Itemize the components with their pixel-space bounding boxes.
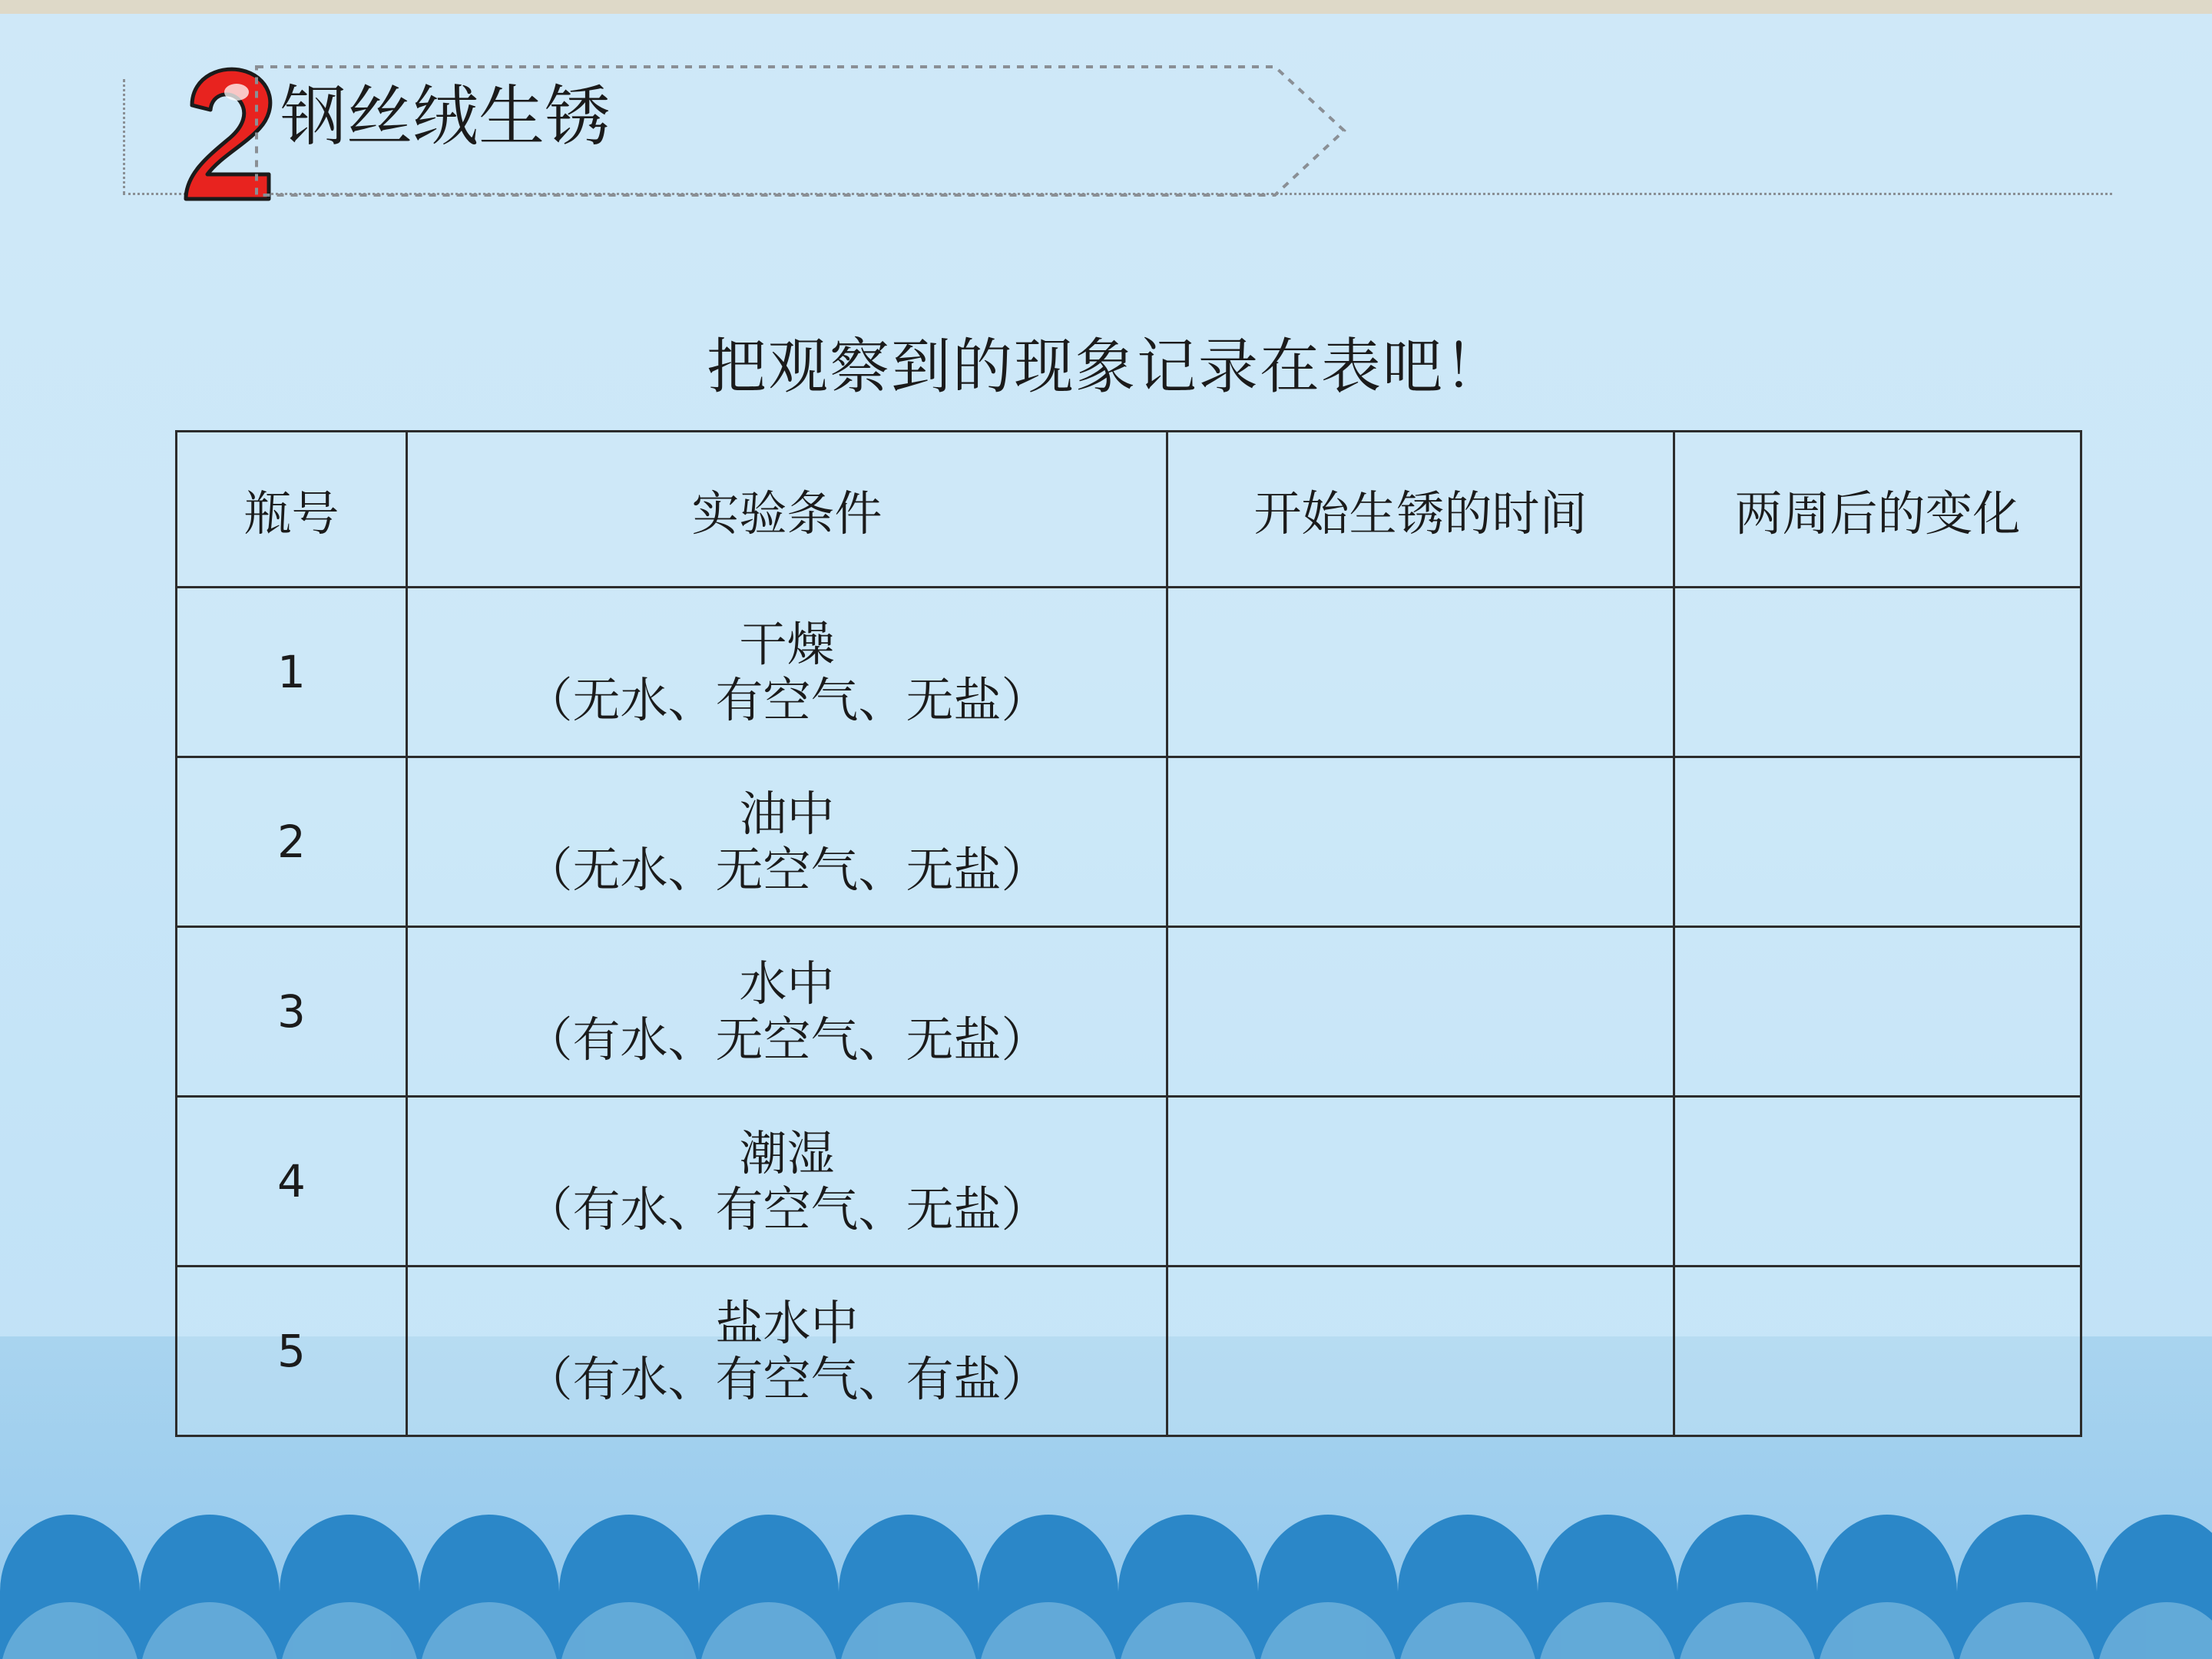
arch-shape [1957,1602,2097,1659]
column-header-start-time: 开始生锈的时间 [1167,432,1674,588]
condition-sub: （有水、有空气、无盐） [525,1181,1049,1237]
arch-shape [1118,1602,1258,1659]
cell-condition [407,757,1167,927]
cell-after-two-weeks[interactable] [1674,757,2081,927]
arch-shape [1258,1602,1398,1659]
cell-condition [407,1097,1167,1267]
cell-bottle-no: 5 [177,1267,407,1436]
column-header-condition: 实验条件 [407,432,1167,588]
condition-sub: （无水、无空气、无盐） [525,842,1049,898]
column-header-after-two-weeks: 两周后的变化 [1674,432,2081,588]
arch-shape [1398,1602,1538,1659]
condition-main: 潮湿 [739,1124,835,1181]
table-row [177,757,2081,927]
condition-sub: （有水、无空气、无盐） [525,1012,1049,1068]
condition-sub: （有水、有空气、有盐） [525,1351,1049,1407]
table-body [177,588,2081,1436]
condition-main: 干燥 [739,615,835,672]
slide-header [115,42,2112,204]
cell-start-time[interactable] [1167,757,1674,927]
cell-condition [407,927,1167,1097]
record-table-container [175,430,2080,1437]
arch-shape [1538,1602,1677,1659]
condition-main: 油中 [739,785,835,842]
record-table [175,430,2082,1437]
cell-start-time[interactable] [1167,927,1674,1097]
arch-shape [140,1602,280,1659]
arch-shape [559,1602,699,1659]
column-header-bottle-no: 瓶号 [177,432,407,588]
cell-after-two-weeks[interactable] [1674,927,2081,1097]
table-row [177,1267,2081,1436]
table-row [177,588,2081,757]
table-row [177,1097,2081,1267]
arch-shape [839,1602,979,1659]
arch-shape [0,1602,140,1659]
cell-after-two-weeks[interactable] [1674,1097,2081,1267]
table-header-row [177,432,2081,588]
cell-condition [407,588,1167,757]
header-vertical-dotted-rule [123,79,125,194]
arch-shape [979,1602,1118,1659]
arch-shape [2097,1602,2212,1659]
cell-start-time[interactable] [1167,588,1674,757]
arch-shape [1677,1602,1817,1659]
arch-shape [699,1602,839,1659]
section-title: 钢丝绒生锈 [280,78,611,155]
cell-condition [407,1267,1167,1436]
arch-shape [419,1602,559,1659]
cell-bottle-no: 4 [177,1097,407,1267]
cell-start-time[interactable] [1167,1267,1674,1436]
cell-bottle-no: 2 [177,757,407,927]
condition-sub: （无水、有空气、无盐） [525,672,1049,728]
cell-after-two-weeks[interactable] [1674,1267,2081,1436]
arch-shape [1817,1602,1957,1659]
cell-after-two-weeks[interactable] [1674,588,2081,757]
cell-start-time[interactable] [1167,1097,1674,1267]
table-header [177,432,2081,588]
top-strip-decoration [0,0,2212,14]
arch-row-back [0,1602,2212,1659]
prompt-text: 把观察到的现象记录在表吧！ [706,333,1505,402]
cell-bottle-no: 3 [177,927,407,1097]
cell-bottle-no: 1 [177,588,407,757]
condition-main: 水中 [739,955,835,1012]
arch-shape [280,1602,419,1659]
table-row [177,927,2081,1097]
condition-main: 盐水中 [715,1294,859,1351]
